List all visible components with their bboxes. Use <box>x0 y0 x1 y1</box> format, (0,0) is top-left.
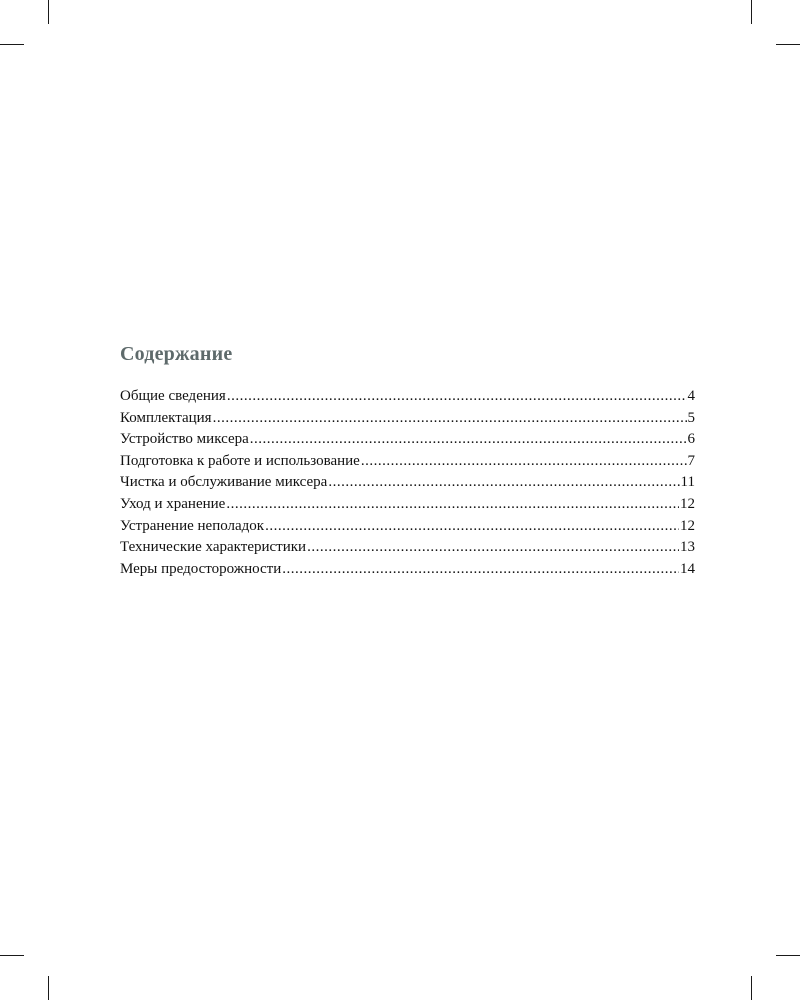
crop-mark-bottom-left-horizontal <box>0 955 24 956</box>
toc-entry[interactable] <box>120 518 695 540</box>
toc-entry[interactable] <box>120 410 695 432</box>
toc-entry-page: 12 <box>680 495 695 512</box>
toc-dot-leader <box>250 431 687 448</box>
crop-mark-bottom-right-vertical <box>751 976 752 1000</box>
toc-dot-leader <box>361 453 687 470</box>
toc-title: Содержание <box>120 343 233 365</box>
crop-mark-top-left-horizontal <box>0 44 24 45</box>
toc-dot-leader <box>227 388 687 405</box>
toc-entry-label: Уход и хранение <box>120 495 226 512</box>
toc-entry-label: Меры предосторожности <box>120 560 282 577</box>
toc-entry[interactable] <box>120 539 695 561</box>
toc-dot-leader <box>213 410 687 427</box>
toc-entry[interactable] <box>120 496 695 518</box>
toc-list <box>120 388 695 582</box>
crop-mark-bottom-left-vertical <box>48 976 49 1000</box>
crop-mark-bottom-right-horizontal <box>776 955 800 956</box>
toc-dot-leader <box>328 474 679 491</box>
toc-dot-leader <box>307 539 679 556</box>
toc-dot-leader <box>265 518 679 535</box>
toc-entry-label: Подготовка к работе и использование <box>120 452 360 469</box>
toc-entry-page: 13 <box>680 539 695 556</box>
toc-dot-leader <box>226 496 679 513</box>
toc-entry-page: 5 <box>687 409 695 426</box>
toc-entry-page: 7 <box>687 452 695 469</box>
toc-dot-leader <box>282 561 679 578</box>
toc-entry[interactable] <box>120 453 695 475</box>
toc-entry-page: 6 <box>687 431 695 448</box>
toc-entry-label: Чистка и обслуживание миксера <box>120 474 328 491</box>
toc-entry-page: 14 <box>680 560 695 577</box>
crop-mark-top-left-vertical <box>48 0 49 24</box>
toc-entry-label: Общие сведения <box>120 388 226 404</box>
toc-entry[interactable] <box>120 388 695 410</box>
toc-entry[interactable] <box>120 431 695 453</box>
toc-entry-page: 11 <box>680 474 695 491</box>
toc-entry[interactable] <box>120 561 695 583</box>
crop-mark-top-right-vertical <box>751 0 752 24</box>
crop-mark-top-right-horizontal <box>776 44 800 45</box>
toc-entry-label: Устранение неполадок <box>120 517 265 534</box>
toc-entry-page: 12 <box>680 517 695 534</box>
toc-entry-page: 4 <box>687 388 695 404</box>
toc-entry-label: Технические характеристики <box>120 539 307 556</box>
toc-entry-label: Комплектация <box>120 409 212 426</box>
toc-entry-label: Устройство миксера <box>120 431 249 448</box>
toc-entry[interactable] <box>120 474 695 496</box>
